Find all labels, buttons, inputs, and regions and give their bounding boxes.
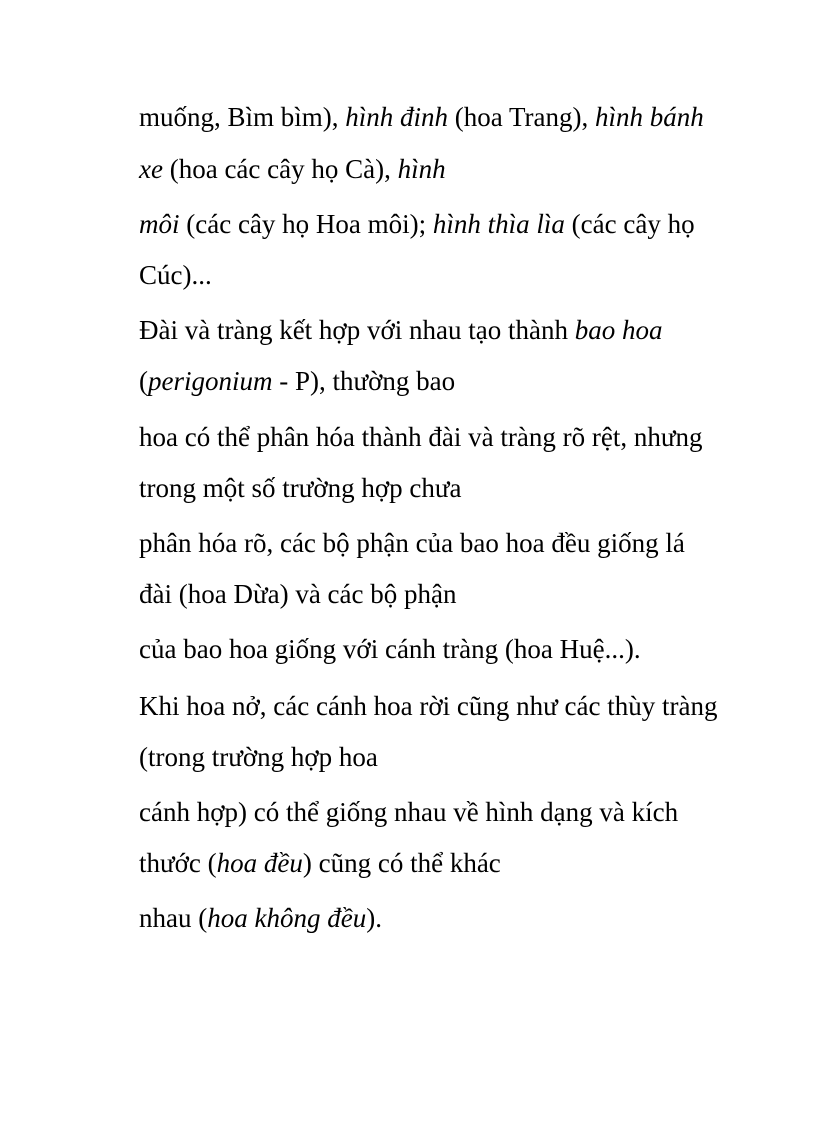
text-run: (hoa các cây họ Cà), [162,154,398,184]
text-run: (trong trường hợp hoa [139,742,378,772]
text-run: cánh hợp) có thể giống nhau về hình dạng và kích [139,797,679,827]
italic-term: bao hoa [574,315,663,345]
text-run: thước ( [139,848,217,878]
text-run: (các cây họ Hoa môi); [179,209,433,239]
text-line [139,530,685,557]
text-run: nhau ( [139,903,208,933]
text-run: ) cũng có thể khác [302,848,501,878]
text-run: (hoa Trang), [448,102,596,132]
text-line [139,850,501,877]
text-line [139,693,717,720]
italic-term: hoa không đều [207,903,367,933]
italic-term: hoa đều [216,848,303,878]
italic-term: hình đinh [345,102,449,132]
italic-term: xe [139,154,163,184]
text-run: muống, Bìm bìm), [139,102,346,132]
text-run: Đài và tràng kết hợp với nhau tạo thành [139,315,575,345]
text-run: Khi hoa nở, các cánh hoa rời cũng như các thùy tràng [139,691,718,721]
italic-term: perigonium [148,366,273,396]
text-line [139,581,457,608]
text-line [139,156,446,183]
text-run: - P), thường bao [272,366,456,396]
italic-term: hình [397,154,446,184]
text-run: trong một số trường hợp chưa [139,473,462,503]
text-line [139,317,662,344]
italic-term: hình thìa lìa [432,209,565,239]
text-run: đài (hoa Dừa) và các bộ phận [139,579,457,609]
text-line [139,104,704,131]
italic-term: hình bánh [595,102,704,132]
text-line [139,799,678,826]
text-line [139,262,212,289]
italic-term: môi [139,209,180,239]
text-run: phân hóa rõ, các bộ phận của bao hoa đều giống lá [139,528,685,558]
text-run: ( [139,366,148,396]
text-line [139,368,455,395]
text-line [139,475,462,502]
text-run: hoa có thể phân hóa thành đài và tràng rõ rệt, nhưng [139,422,703,452]
text-line [139,636,641,663]
text-line [139,211,695,238]
text-line [139,905,382,932]
text-run: Cúc)... [139,260,212,290]
text-run: (các cây họ [564,209,695,239]
text-line [139,744,378,771]
text-run: ). [366,903,382,933]
text-run: của bao hoa giống với cánh tràng (hoa Huệ...). [139,634,641,664]
text-line [139,424,702,451]
